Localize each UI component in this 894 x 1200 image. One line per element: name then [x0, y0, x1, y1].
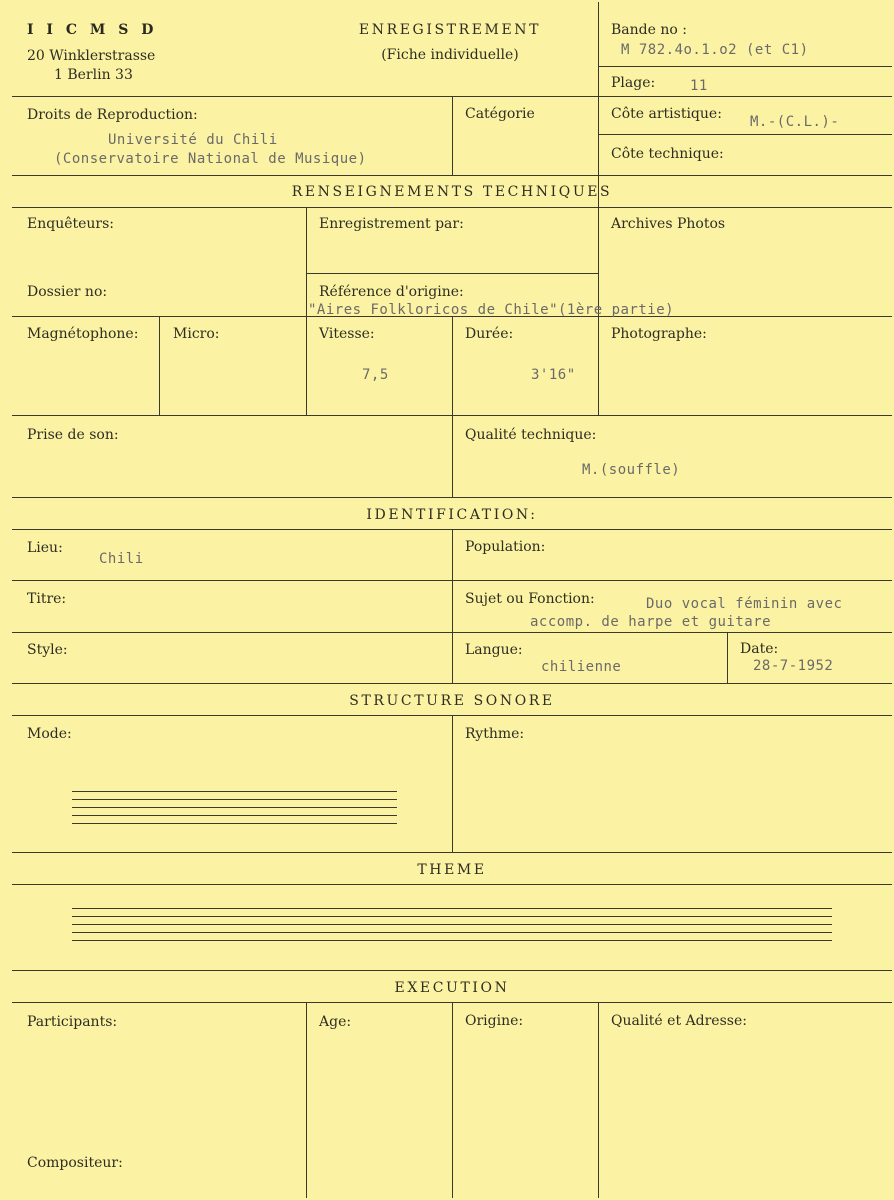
reference-label: Référence d'origine: [319, 284, 464, 300]
rule [598, 1002, 599, 1198]
qualite-technique-label: Qualité technique: [465, 427, 597, 443]
section-heading-execution: EXECUTION [394, 980, 510, 996]
date-value: 28-7-1952 [753, 658, 834, 674]
compositeur-label: Compositeur: [27, 1155, 123, 1171]
rule [12, 884, 892, 885]
rule [452, 1002, 453, 1198]
vitesse-label: Vitesse: [319, 326, 375, 342]
staff-line [72, 908, 832, 909]
form-subtitle: (Fiche individuelle) [381, 47, 519, 63]
section-heading-theme: THEME [417, 862, 487, 878]
sujet-label: Sujet ou Fonction: [465, 591, 595, 607]
participants-label: Participants: [27, 1014, 118, 1030]
origine-label: Origine: [465, 1013, 524, 1029]
staff-line [72, 916, 832, 917]
staff-line [72, 932, 832, 933]
staff-line [72, 791, 397, 792]
staff-line [72, 823, 397, 824]
rule [598, 66, 892, 67]
section-heading-renseignements: RENSEIGNEMENTS TECHNIQUES [291, 184, 613, 200]
titre-label: Titre: [27, 591, 67, 607]
micro-label: Micro: [173, 326, 220, 342]
droits-value-line-2: (Conservatoire National de Musique) [54, 151, 367, 167]
rule [12, 683, 892, 684]
rule [159, 316, 160, 415]
enqueteurs-label: Enquêteurs: [27, 216, 115, 232]
population-label: Population: [465, 539, 546, 555]
bande-label: Bande no : [611, 22, 687, 38]
rule [598, 134, 892, 135]
section-heading-structure: STRUCTURE SONORE [349, 693, 555, 709]
lieu-value: Chili [99, 551, 144, 567]
lieu-label: Lieu: [27, 540, 63, 556]
reference-value: "Aires Folkloricos de Chile"(1ère partie) [308, 302, 675, 318]
address-line-1: 20 Winklerstrasse [27, 48, 156, 64]
rule [306, 207, 307, 415]
staff-line [72, 924, 832, 925]
rule [452, 529, 453, 683]
rule [452, 96, 453, 175]
rythme-label: Rythme: [465, 726, 525, 742]
staff-line [72, 807, 397, 808]
prise-de-son-label: Prise de son: [27, 427, 119, 443]
plage-value: 11 [690, 78, 708, 94]
date-label: Date: [740, 641, 779, 657]
address-line-2: 1 Berlin 33 [54, 67, 133, 83]
cote-artistique-value: M.-(C.L.)- [750, 114, 840, 130]
form-title: ENREGISTREMENT [358, 22, 542, 38]
institute-logo: I I C M S D [27, 22, 158, 38]
qualite-adresse-label: Qualité et Adresse: [611, 1013, 747, 1029]
cote-technique-label: Côte technique: [611, 146, 724, 162]
style-label: Style: [27, 642, 68, 658]
staff-line [72, 940, 832, 941]
duree-label: Durée: [465, 326, 514, 342]
langue-label: Langue: [465, 642, 523, 658]
rule [306, 1002, 307, 1198]
dossier-label: Dossier no: [27, 284, 108, 300]
archives-photos-label: Archives Photos [611, 216, 726, 232]
droits-value-line-1: Université du Chili [108, 132, 278, 148]
duree-value: 3'16" [531, 367, 576, 383]
photographe-label: Photographe: [611, 326, 707, 342]
rule [12, 175, 892, 176]
langue-value: chilienne [541, 659, 622, 675]
rule [12, 852, 892, 853]
bande-value: M 782.4o.1.o2 (et C1) [621, 42, 809, 58]
qualite-technique-value: M.(souffle) [582, 462, 681, 478]
sujet-value-line-1: Duo vocal féminin avec [646, 596, 843, 612]
categorie-label: Catégorie [465, 106, 535, 122]
rule [306, 273, 599, 274]
rule [12, 497, 892, 498]
rule [12, 970, 892, 971]
age-label: Age: [319, 1014, 352, 1030]
rule [452, 316, 453, 497]
cote-artistique-label: Côte artistique: [611, 106, 722, 122]
staff-line [72, 815, 397, 816]
staff-line [72, 799, 397, 800]
rule [12, 207, 892, 208]
droits-label: Droits de Reproduction: [27, 107, 198, 123]
rule [452, 715, 453, 852]
plage-label: Plage: [611, 75, 656, 91]
vitesse-value: 7,5 [362, 367, 389, 383]
section-heading-identification: IDENTIFICATION: [366, 507, 538, 523]
mode-label: Mode: [27, 726, 72, 742]
magnetophone-label: Magnétophone: [27, 326, 139, 342]
enregistrement-par-label: Enregistrement par: [319, 216, 464, 232]
sujet-value-line-2: accomp. de harpe et guitare [530, 614, 772, 630]
rule [727, 632, 728, 683]
